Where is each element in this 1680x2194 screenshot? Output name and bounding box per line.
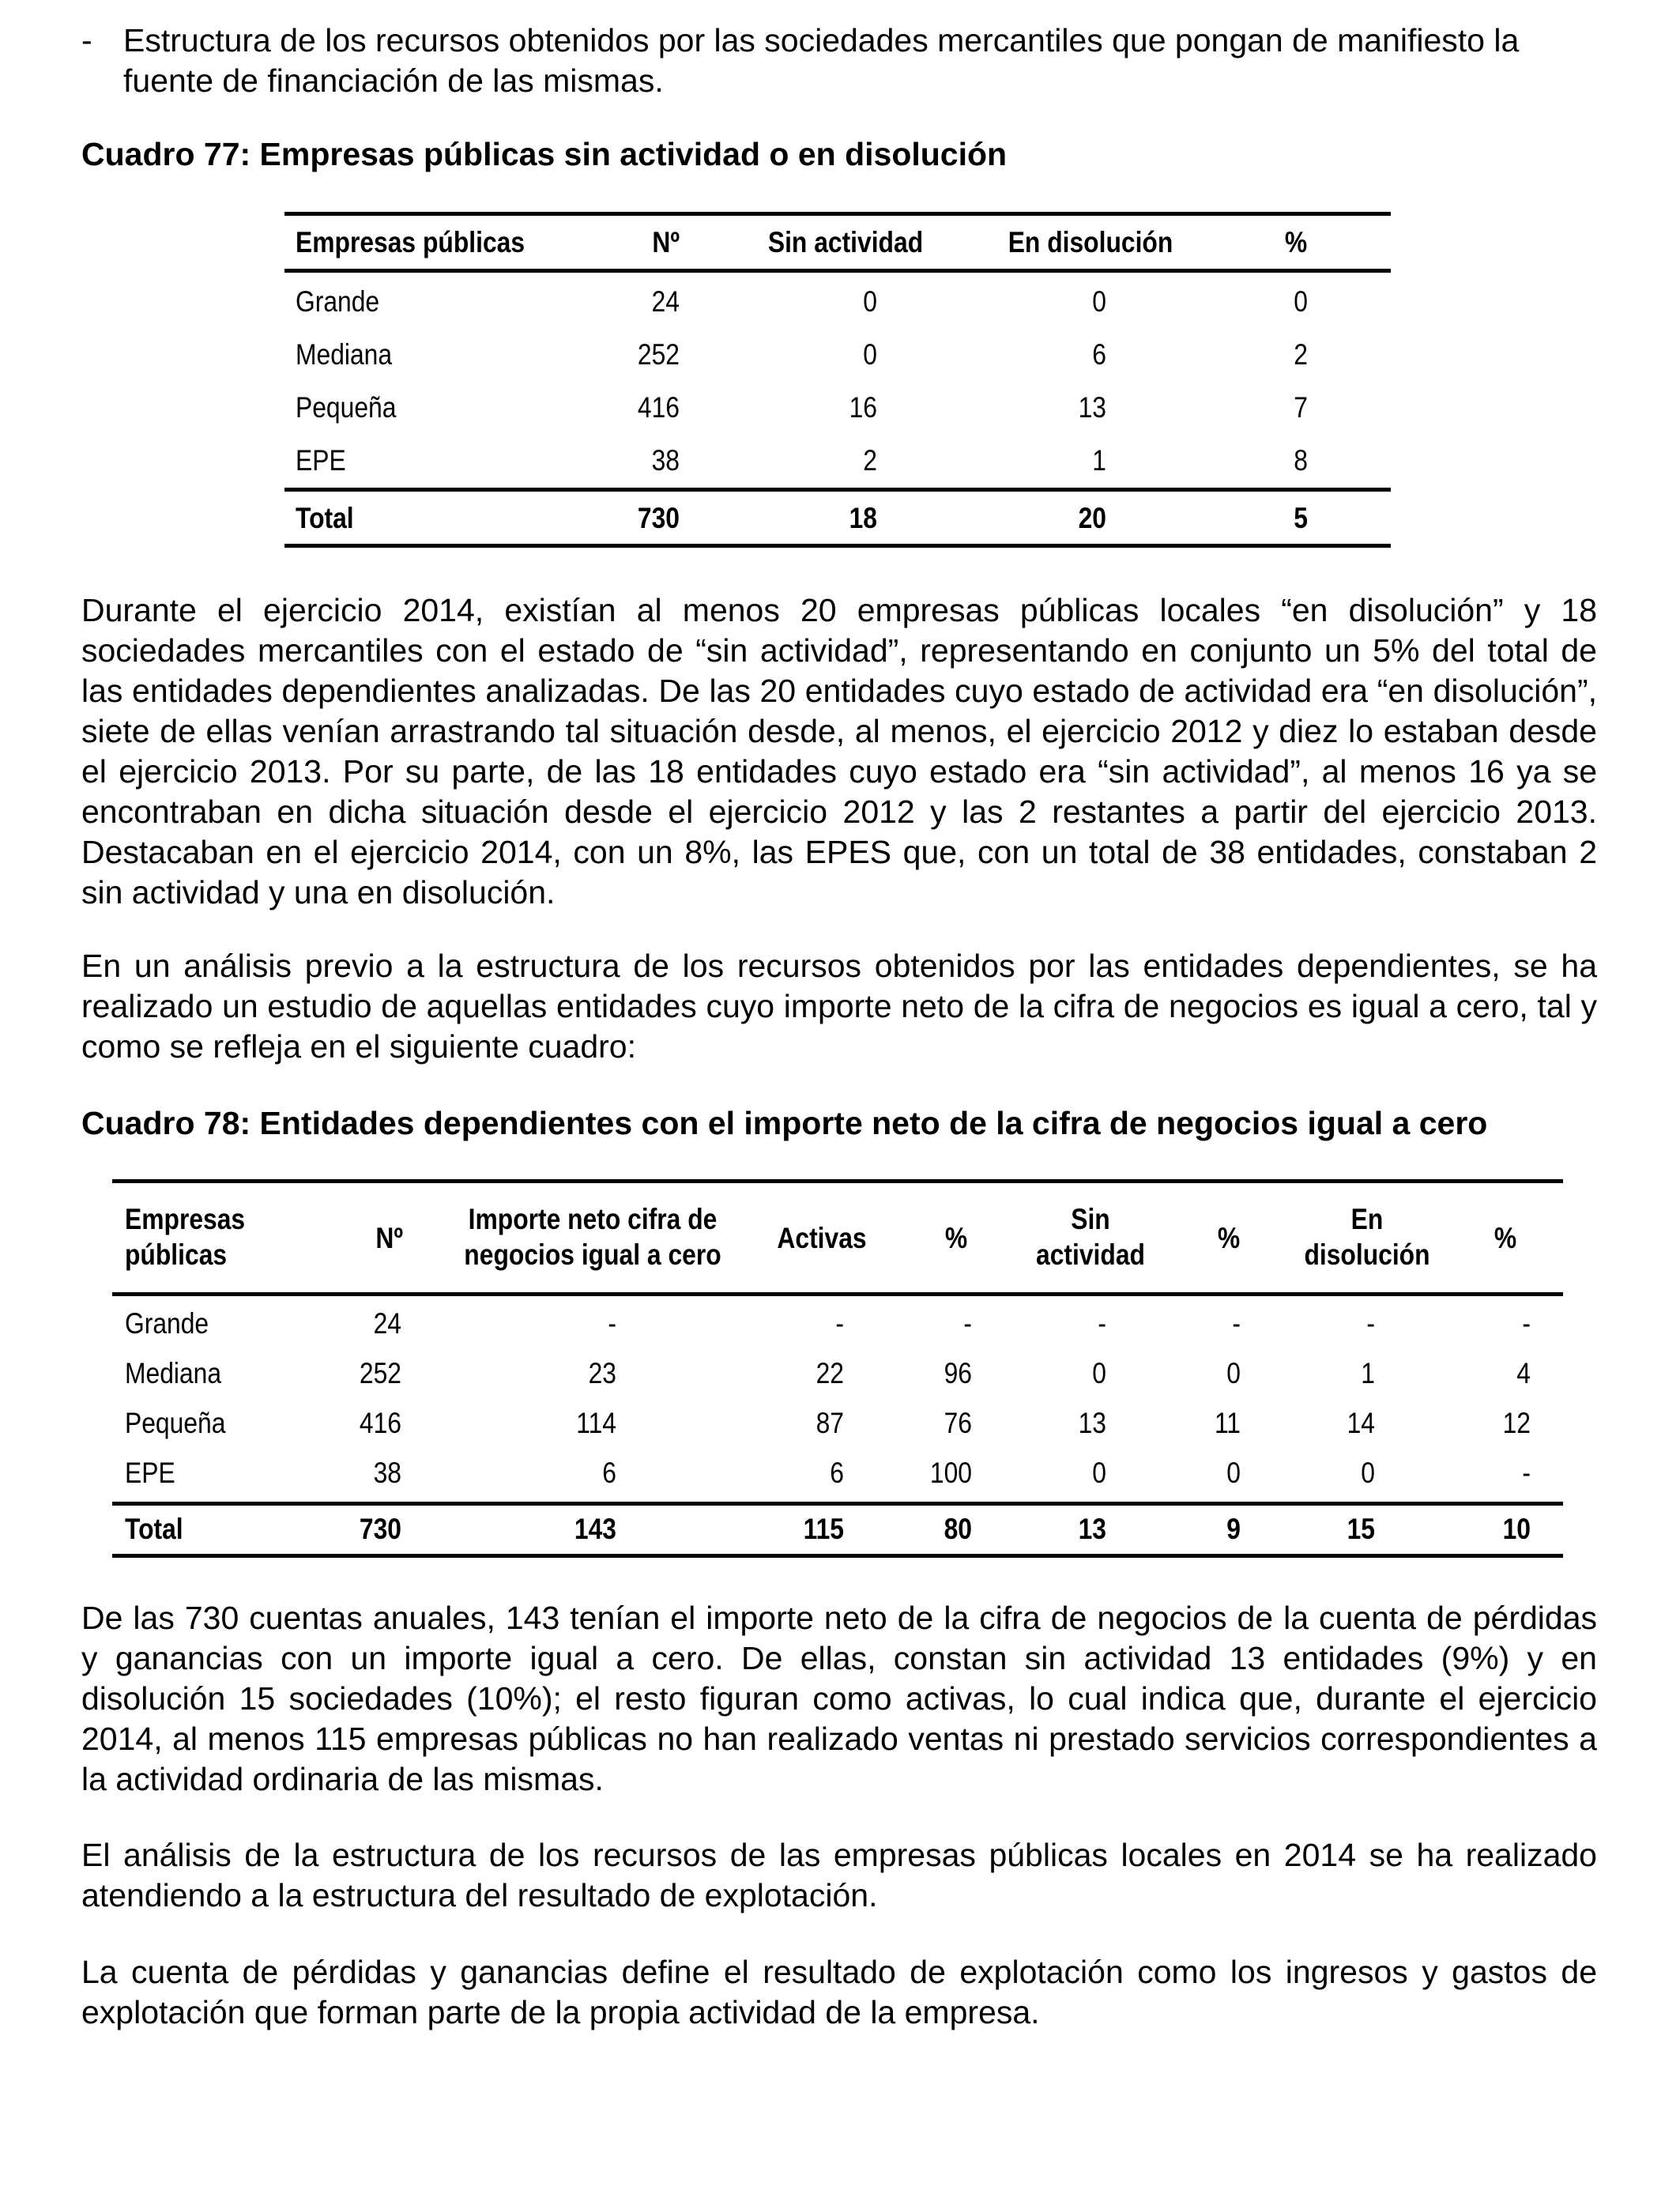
table-cell: 8: [1294, 444, 1308, 477]
table-cell: -: [1366, 1307, 1375, 1340]
table78-header-cell: %: [1494, 1222, 1517, 1254]
table-cell: 16: [849, 391, 877, 424]
paragraph: De las 730 cuentas anuales, 143 tenían el importe neto de la cifra de negocios de la cuenta de pérdidas y ganancias con un importe igual a cero. De ellas, constan sin actividad 13 entidades (9%) y en disolución 15 sociedades (10%); el resto figuran como activas, lo cual indica que, durante el ejercicio 2014, al menos 115 empresas públicas no han realizado ventas ni prestado servicios correspondientes a la actividad ordinaria de las mismas.: [81, 1600, 1597, 1797]
table-cell: 5: [1294, 502, 1308, 534]
table78-header-cell: actividad: [1036, 1238, 1145, 1271]
table78-total-rule: [112, 1502, 1563, 1506]
table78-bottom-rule: [112, 1554, 1563, 1558]
table77-header-cell: Empresas públicas: [296, 226, 525, 258]
table77-header-rule: [284, 269, 1391, 273]
table-cell: 87: [816, 1407, 844, 1439]
table-cell: 14: [1347, 1407, 1375, 1439]
paragraph: Durante el ejercicio 2014, existían al menos 20 empresas públicas locales “en disolución” y 18 sociedades mercantiles con el estado de “sin actividad”, representando en conjunto un 5% del total de las entidades dependientes analizadas. De las 20 entidades cuyo estado de actividad era “en disolución”, siete de ellas venían arrastrando tal situación desde, al menos, el ejercicio 2012 y diez lo estaban desde el ejercicio 2013. Por su parte, de las 18 entidades cuyo estado era “sin actividad”, al menos 16 ya se encontraban en dicha situación desde el ejercicio 2012 y las 2 restantes a partir del ejercicio 2013. Destacaban en el ejercicio 2014, con un 8%, las EPES que, con un total de 38 entidades, constaban 2 sin actividad y una en disolución.: [81, 592, 1597, 910]
table78-header-cell: negocios igual a cero: [464, 1238, 721, 1271]
table78-header-cell: disolución: [1304, 1238, 1430, 1271]
table-cell: 6: [602, 1457, 616, 1489]
table-cell: 0: [1092, 1357, 1106, 1389]
table78-header-cell: Nº: [375, 1222, 403, 1254]
table-cell: 12: [1502, 1407, 1531, 1439]
table-cell: 7: [1294, 391, 1308, 424]
table-cell: Grande: [125, 1307, 209, 1340]
table-cell: -: [1098, 1307, 1106, 1340]
table77-header-cell: Nº: [652, 226, 680, 258]
table-cell: 252: [359, 1357, 401, 1389]
table-cell: Mediana: [125, 1357, 222, 1389]
table-cell: 38: [373, 1457, 401, 1489]
table-cell: 20: [1078, 502, 1106, 534]
bullet-dash: -: [81, 22, 92, 58]
table-cell: 0: [1361, 1457, 1375, 1489]
table-cell: 13: [1078, 1407, 1106, 1439]
table-cell: Total: [125, 1513, 183, 1545]
table78-header-cell: %: [944, 1222, 968, 1254]
table-cell: 0: [1226, 1457, 1241, 1489]
table-cell: 13: [1078, 1513, 1106, 1545]
table-cell: 38: [651, 444, 680, 477]
table-cell: -: [835, 1307, 844, 1340]
table-cell: 730: [637, 502, 680, 534]
table78-header-cell: %: [1217, 1222, 1241, 1254]
table78-header-cell: Sin: [1071, 1203, 1110, 1235]
paragraph: En un análisis previo a la estructura de los recursos obtenidos por las entidades dependientes, se ha realizado un estudio de aquellas entidades cuyo importe neto de la cifra de negocios es igual a cero, tal y como se refleja en el siguiente cuadro:: [81, 948, 1597, 1065]
table-cell: 11: [1214, 1407, 1241, 1439]
table-cell: 143: [574, 1513, 616, 1545]
table78-top-rule: [112, 1179, 1563, 1183]
table-cell: 24: [651, 285, 680, 318]
table78-header-cell: Empresas: [125, 1203, 246, 1235]
table-cell: Mediana: [296, 338, 393, 371]
table-cell: 0: [1294, 285, 1308, 318]
table-cell: Grande: [296, 285, 380, 318]
table-cell: 416: [637, 391, 680, 424]
table-cell: 2: [863, 444, 877, 477]
table77-top-rule: [284, 212, 1391, 216]
paragraph: La cuenta de pérdidas y ganancias define el resultado de explotación como los ingresos y gastos de explotación que forman parte de la propia actividad de la empresa.: [81, 1954, 1597, 2030]
table-cell: Pequeña: [296, 391, 397, 424]
table-cell: 13: [1078, 391, 1106, 424]
table-cell: -: [608, 1307, 616, 1340]
table-cell: Pequeña: [125, 1407, 226, 1439]
table78-header-cell: En: [1350, 1203, 1384, 1235]
table-cell: 1: [1092, 444, 1106, 477]
table-cell: 2: [1294, 338, 1308, 371]
table-cell: 18: [849, 502, 877, 534]
table-cell: 6: [1092, 338, 1106, 371]
table-cell: 9: [1226, 1513, 1241, 1545]
table-cell: 0: [863, 338, 877, 371]
table-cell: 0: [1226, 1357, 1241, 1389]
intro-bullet-text: Estructura de los recursos obtenidos por las sociedades mercantiles que pongan de manifiesto la fuente de financiación de las mismas.: [123, 22, 1520, 99]
table77-caption: Cuadro 77: Empresas públicas sin actividad o en disolución: [81, 136, 1008, 172]
table-cell: 80: [944, 1513, 972, 1545]
table-cell: -: [1522, 1457, 1531, 1489]
table-cell: 730: [359, 1513, 401, 1545]
table78-header-cell: Importe neto cifra de: [468, 1203, 718, 1235]
table77-bottom-rule: [284, 544, 1391, 548]
table-cell: 0: [1092, 285, 1106, 318]
table77-header-cell: En disolución: [1008, 226, 1173, 258]
table-cell: 100: [929, 1457, 972, 1489]
paragraph: El análisis de la estructura de los recursos de las empresas públicas locales en 2014 se ha realizado atendiendo a la estructura del resultado de explotación.: [81, 1837, 1597, 1913]
table78-header-rule: [112, 1292, 1563, 1296]
table-cell: 252: [637, 338, 680, 371]
table78-header-cell: Activas: [777, 1222, 867, 1254]
table-cell: 6: [830, 1457, 844, 1489]
table-cell: 15: [1347, 1513, 1375, 1545]
table-cell: EPE: [296, 444, 346, 477]
table-cell: 1: [1361, 1357, 1375, 1389]
table78-caption: Cuadro 78: Entidades dependientes con el importe neto de la cifra de negocios igual a cero: [81, 1105, 1488, 1141]
table-cell: -: [1522, 1307, 1531, 1340]
table77-header-cell: Sin actividad: [767, 226, 924, 258]
table-cell: EPE: [125, 1457, 175, 1489]
table-cell: 22: [816, 1357, 844, 1389]
table-cell: -: [1232, 1307, 1241, 1340]
table77-header-cell: %: [1284, 226, 1308, 258]
table-cell: 114: [576, 1407, 616, 1439]
table-cell: 4: [1516, 1357, 1531, 1389]
table-cell: 96: [944, 1357, 972, 1389]
table-cell: 10: [1502, 1513, 1531, 1545]
table-cell: Total: [296, 502, 354, 534]
table-cell: 23: [588, 1357, 616, 1389]
table-cell: 0: [863, 285, 877, 318]
table-cell: 416: [359, 1407, 401, 1439]
table-cell: 24: [373, 1307, 401, 1340]
table-cell: -: [963, 1307, 972, 1340]
table-cell: 76: [944, 1407, 972, 1439]
table77-total-rule: [284, 488, 1391, 492]
table-cell: 115: [803, 1513, 844, 1545]
table-cell: 0: [1092, 1457, 1106, 1489]
table78-header-cell: públicas: [125, 1238, 228, 1271]
